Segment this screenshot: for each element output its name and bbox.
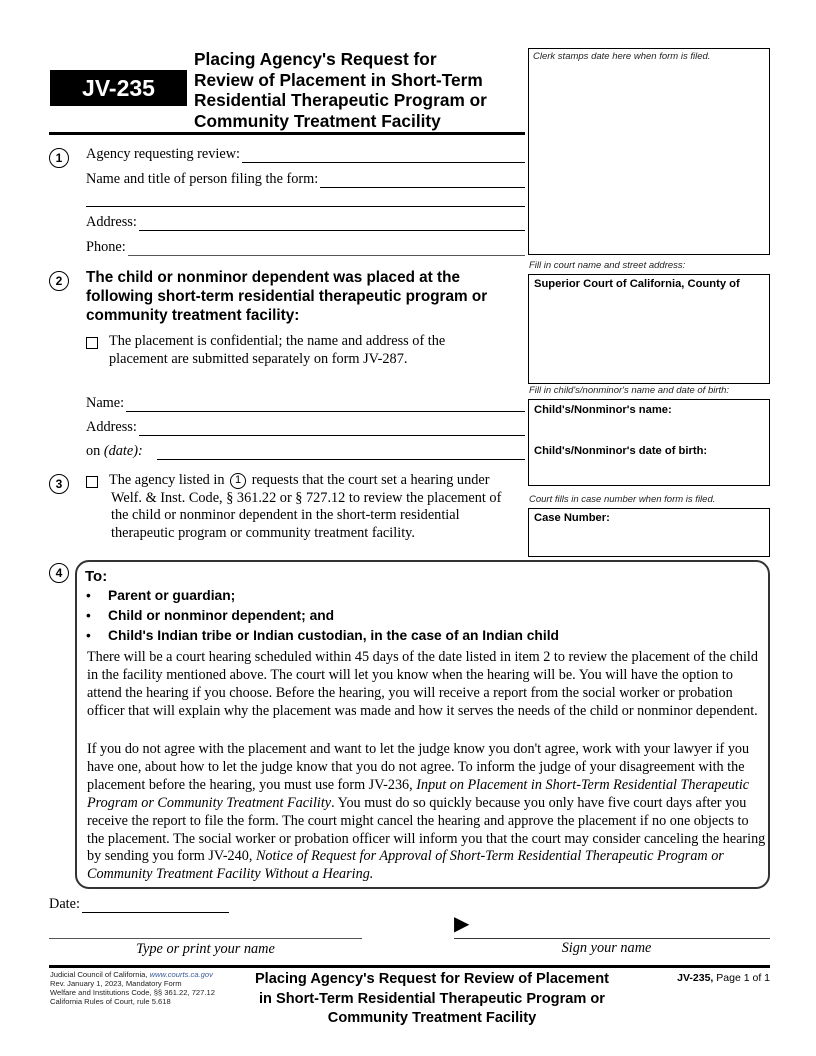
footer-citations [50, 970, 215, 1006]
item-3-text [109, 472, 529, 542]
text: requests that the court set a hearing under [251, 472, 490, 488]
recipient-text: Child's Indian tribe or Indian custodian, in the case of an Indian child [108, 628, 559, 643]
footer-line [50, 970, 215, 979]
heading-line: The child or nonminor dependent was placed at the [86, 269, 460, 286]
form-number-badge [50, 70, 187, 106]
notice-to-label: To: [85, 568, 108, 585]
child-name-input[interactable] [534, 420, 764, 438]
footer-title-line: Community Treatment Facility [327, 1010, 537, 1026]
item-number-text: 3 [55, 477, 63, 491]
phone-label: Phone: [86, 239, 126, 255]
filer-field [86, 171, 525, 188]
bullet-icon: • [86, 608, 91, 623]
court-box[interactable] [528, 274, 770, 384]
child-dob-heading: Child's/Nonminor's date of birth: [534, 445, 708, 457]
placement-name-input[interactable] [126, 396, 525, 412]
clerk-stamp-box [528, 48, 770, 255]
child-info-label: Fill in child's/nonminor's name and date of birth: [529, 385, 730, 396]
heading-line: following short-term residential therapeutic program or [86, 288, 488, 305]
footer-title-line: Placing Agency's Request for Review of Placement [254, 971, 610, 987]
placement-name-label: Name: [86, 395, 125, 411]
placement-address-input[interactable] [139, 420, 525, 436]
recipient-list [86, 588, 559, 648]
footer-line: Rev. January 1, 2023, Mandatory Form [50, 979, 182, 988]
filer-input-line2[interactable] [86, 206, 525, 207]
courts-website-link[interactable]: www.courts.ca.gov [149, 970, 213, 979]
type-name-caption: Type or print your name [136, 941, 275, 957]
form-title [194, 49, 524, 131]
footer-divider [49, 965, 770, 968]
page-number-text: Page 1 of 1 [713, 972, 770, 984]
item-number-text: 2 [55, 274, 63, 288]
recipient-text: Parent or guardian; [108, 588, 236, 603]
placement-date-field [86, 443, 525, 460]
item-3-line: therapeutic program or community treatment facility. [111, 524, 415, 541]
filer-input[interactable] [320, 172, 525, 188]
child-dob-input[interactable] [534, 461, 764, 479]
confidential-checkbox[interactable] [86, 337, 98, 349]
confidential-line: placement are submitted separately on form JV-287. [109, 350, 408, 367]
confidential-line: The placement is confidential; the name and address of the [109, 333, 446, 349]
signature-input[interactable] [454, 938, 770, 939]
agency-address-field [86, 214, 525, 231]
form-jv240-title: Notice of Request for Approval of Short-Term Residential Therapeutic Program or Community Treatment Facility Without a Hearing. [87, 848, 724, 883]
confidential-text [109, 333, 519, 368]
form-title-line: Review of Placement in Short-Term [194, 69, 483, 90]
item-number-text: 1 [55, 151, 63, 165]
agency-input[interactable] [242, 147, 525, 163]
placement-address-label: Address: [86, 419, 137, 435]
text: . You must do so quickly because you only have five court days after you receive the report to file the form. The court might cancel the hearing and approve the placement if no one objects to the placement. The social worker or probation officer will inform you that the court may consider canceling the hearing by sending you form JV-240, [87, 794, 766, 865]
date-label-prefix: on [86, 443, 104, 459]
footer-line: California Rules of Court, rule 5.618 [50, 997, 171, 1006]
footer-title [222, 970, 642, 1029]
form-jv236-title: Input on Placement in Short-Term Residential Therapeutic Program or Community Treatment Facility [87, 776, 750, 811]
filer-label: Name and title of person filing the form: [86, 171, 319, 187]
text: If you do not agree with the placement and want to let the judge know you don't agree, work with your lawyer if you have one, about how to let the judge know that you do not agree. To inform the judge of your disagreement with the placement before the hearing, you must use form JV-236, [87, 741, 750, 793]
agency-label: Agency requesting review: [86, 146, 241, 162]
form-title-line: Residential Therapeutic Program or [194, 90, 487, 110]
recipient-item [86, 608, 559, 628]
recipient-item [86, 588, 559, 608]
item-3-line1 [109, 472, 529, 490]
request-hearing-checkbox[interactable] [86, 476, 98, 488]
footer-line: Welfare and Institutions Code, §§ 361.22, 727.12 [50, 988, 215, 997]
bullet-icon: • [86, 588, 91, 603]
sign-name-caption: Sign your name [561, 940, 652, 956]
page-indicator [660, 972, 770, 984]
child-info-box [528, 399, 770, 486]
court-label: Fill in court name and street address: [529, 260, 686, 271]
footer-form-number: JV-235, [677, 972, 714, 984]
item-1-number [49, 148, 69, 168]
footer-title-line: in Short-Term Residential Therapeutic Program or [259, 990, 605, 1007]
recipient-text: Child or nonminor dependent; and [108, 608, 335, 623]
notice-paragraph-1: There will be a court hearing scheduled within 45 days of the date listed in item 2 to review the placement of the child in the facility mentioned above. The court will let you know when the hearing will be. You will have the option to attend the hearing if you choose. Before the hearing, you will receive a report from the social worker or probation officer that will explain why the placement was made and how it serves the needs of the child or nonminor dependent. [87, 649, 758, 719]
item-1-reference: 1 [230, 473, 246, 489]
notice-box [75, 560, 770, 889]
date-input[interactable] [82, 897, 229, 913]
text: Judicial Council of California, [50, 970, 150, 979]
phone-input[interactable] [128, 240, 525, 256]
court-heading: Superior Court of California, County of [534, 278, 740, 290]
case-number-label: Court fills in case number when form is filed. [529, 494, 716, 505]
date-label: Date: [49, 896, 80, 912]
placement-date-label [86, 443, 143, 460]
item-2-heading [86, 268, 526, 325]
date-field [49, 896, 229, 913]
date-label-italic: (date): [103, 443, 143, 459]
item-3-line: Welf. & Inst. Code, § 361.22 or § 727.12 to review the placement of [111, 489, 502, 506]
placement-name-field [86, 395, 525, 412]
type-name-input[interactable] [49, 938, 362, 939]
agency-address-input[interactable] [139, 215, 525, 231]
bullet-icon: • [86, 628, 91, 643]
form-title-line: Community Treatment Facility [194, 110, 441, 131]
item-number-text: 4 [55, 566, 63, 580]
placement-date-input[interactable] [157, 444, 525, 460]
item-4-number [49, 563, 69, 583]
case-number-input[interactable] [529, 527, 769, 545]
agency-field [86, 146, 525, 163]
item-3-number [49, 474, 69, 494]
header-divider [49, 132, 525, 135]
recipient-item [86, 628, 559, 648]
text: The agency listed in [109, 472, 225, 488]
heading-line: community treatment facility: [86, 307, 300, 324]
agency-address-label: Address: [86, 214, 137, 230]
form-number: JV-235 [82, 74, 155, 101]
child-name-heading: Child's/Nonminor's name: [534, 404, 672, 416]
item-3-line: the child or nonminor dependent in the short-term residential [111, 507, 460, 524]
placement-address-field [86, 419, 525, 436]
phone-field [86, 239, 525, 256]
clerk-stamp-label: Clerk stamps date here when form is filed. [533, 51, 711, 62]
case-number-heading: Case Number: [534, 512, 610, 524]
case-number-box [528, 508, 770, 557]
item-2-number [49, 271, 69, 291]
notice-paragraph-2 [87, 741, 767, 884]
form-title-line: Placing Agency's Request for [194, 49, 437, 69]
sign-arrow-icon: ▶ [454, 913, 470, 935]
